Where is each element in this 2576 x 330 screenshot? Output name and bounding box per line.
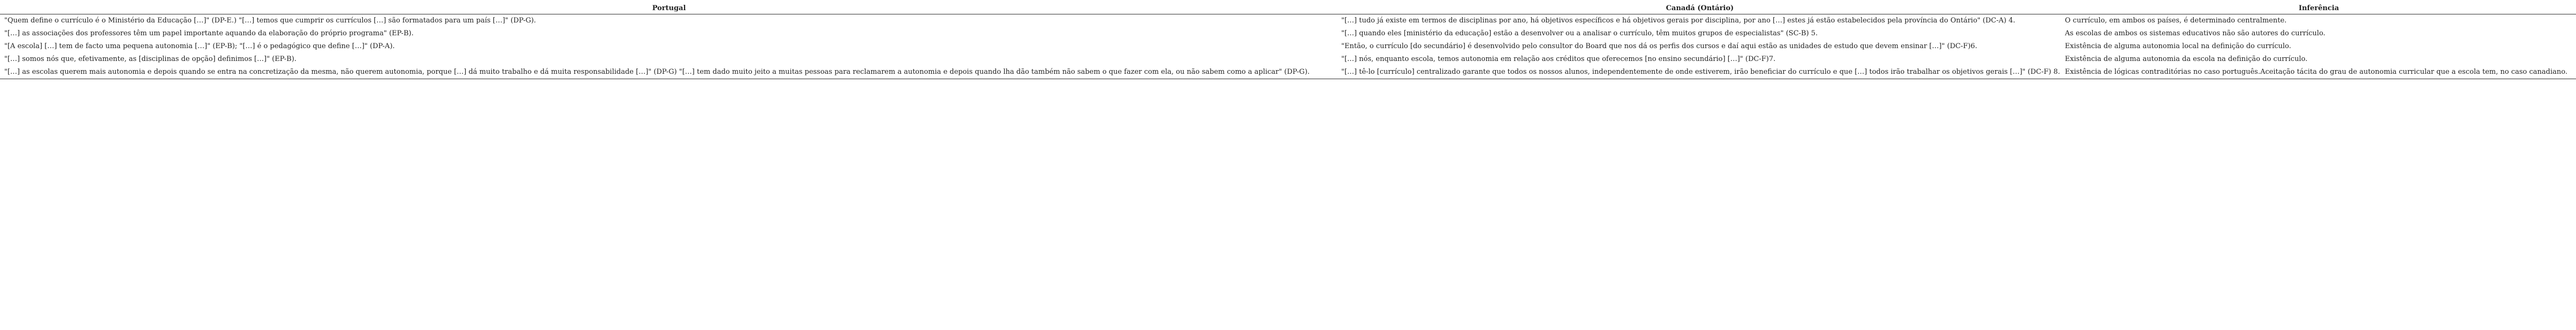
cell-canada: "Então, o currículo [do secundário] é desenvolvido pelo consultor do Board que nos dá os perfis dos cursos e daí aqui estão as unidades de estudo que devem ensinar […]" (DC-F)6. xyxy=(1341,42,1978,50)
header-canada: Canadá (Ontário) xyxy=(1338,4,2062,14)
cell-portugal: "[…] as escolas querem mais autonomia e depois quando se entra na concretização da mesma, não querem autonomia, porque […] dá muito trabalho e dá muita responsabilidade […]" (DP-G) "[…] tem dado muito jeito a muitas pessoas para reclamarem a autonomia e depois quando lha dão também não sabem o que fazer com ela, ou não sabem como a aplicar" (DP-G). xyxy=(0,66,1338,79)
cell-canada: "[…] tudo já existe em termos de disciplinas por ano, há objetivos específicos e há objetivos gerais por disciplina, por ano […] estes já estão estabelecidos pela província do Ontário" (DC-A) 4. xyxy=(1341,17,2016,25)
header-inferencia: Inferência xyxy=(2062,4,2576,14)
cell-portugal: "[…] as associações dos professores têm um papel importante aquando da elaboração do próprio programa" (EP-B). xyxy=(4,29,414,37)
table-row xyxy=(0,66,2576,79)
table-row xyxy=(0,53,2576,66)
header-portugal: Portugal xyxy=(0,4,1338,14)
table-row xyxy=(0,14,2576,28)
comparison-table xyxy=(0,4,2576,79)
cell-canada: "[…] tê-lo [currículo] centralizado garante que todos os nossos alunos, independentemente de onde estiverem, irão beneficiar do currículo e que […] todos irão trabalhar os objetivos gerais […]" (DC-F) 8. xyxy=(1338,66,2062,79)
cell-portugal: "[A escola] […] tem de facto uma pequena autonomia […]" (EP-B); "[…] é o pedagógico que define […]" (DP-A). xyxy=(4,42,395,50)
table-row xyxy=(0,40,2576,53)
cell-inferencia: Existência de lógicas contraditórias no caso português.Aceitação tácita do grau de autonomia curricular que a escola tem, no caso canadiano. xyxy=(2062,66,2576,79)
cell-inferencia: Existência de alguma autonomia local na definição do currículo. xyxy=(2065,42,2291,50)
cell-inferencia: O currículo, em ambos os países, é determinado centralmente. xyxy=(2065,17,2287,25)
cell-portugal: "Quem define o currículo é o Ministério da Educação […]" (DP-E.) "[…] temos que cumprir os currículos […] são formatados para um país […]" (DP-G). xyxy=(4,17,536,25)
cell-canada: "[…] nós, enquanto escola, temos autonomia em relação aos créditos que oferecemos [no ensino secundário] […]" (DC-F)7. xyxy=(1341,55,1776,63)
table-row xyxy=(0,27,2576,40)
cell-inferencia: Existência de alguma autonomia da escola na definição do currículo. xyxy=(2065,55,2308,63)
cell-inferencia: As escolas de ambos os sistemas educativos não são autores do currículo. xyxy=(2065,29,2326,37)
cell-canada: "[…] quando eles [ministério da educação] estão a desenvolver ou a analisar o currículo, têm muitos grupos de especialistas" (SC-B) 5. xyxy=(1341,29,1818,37)
header-row xyxy=(0,4,2576,14)
cell-portugal: "[…] somos nós que, efetivamente, as [disciplinas de opção] definimos […]" (EP-B). xyxy=(4,55,297,63)
